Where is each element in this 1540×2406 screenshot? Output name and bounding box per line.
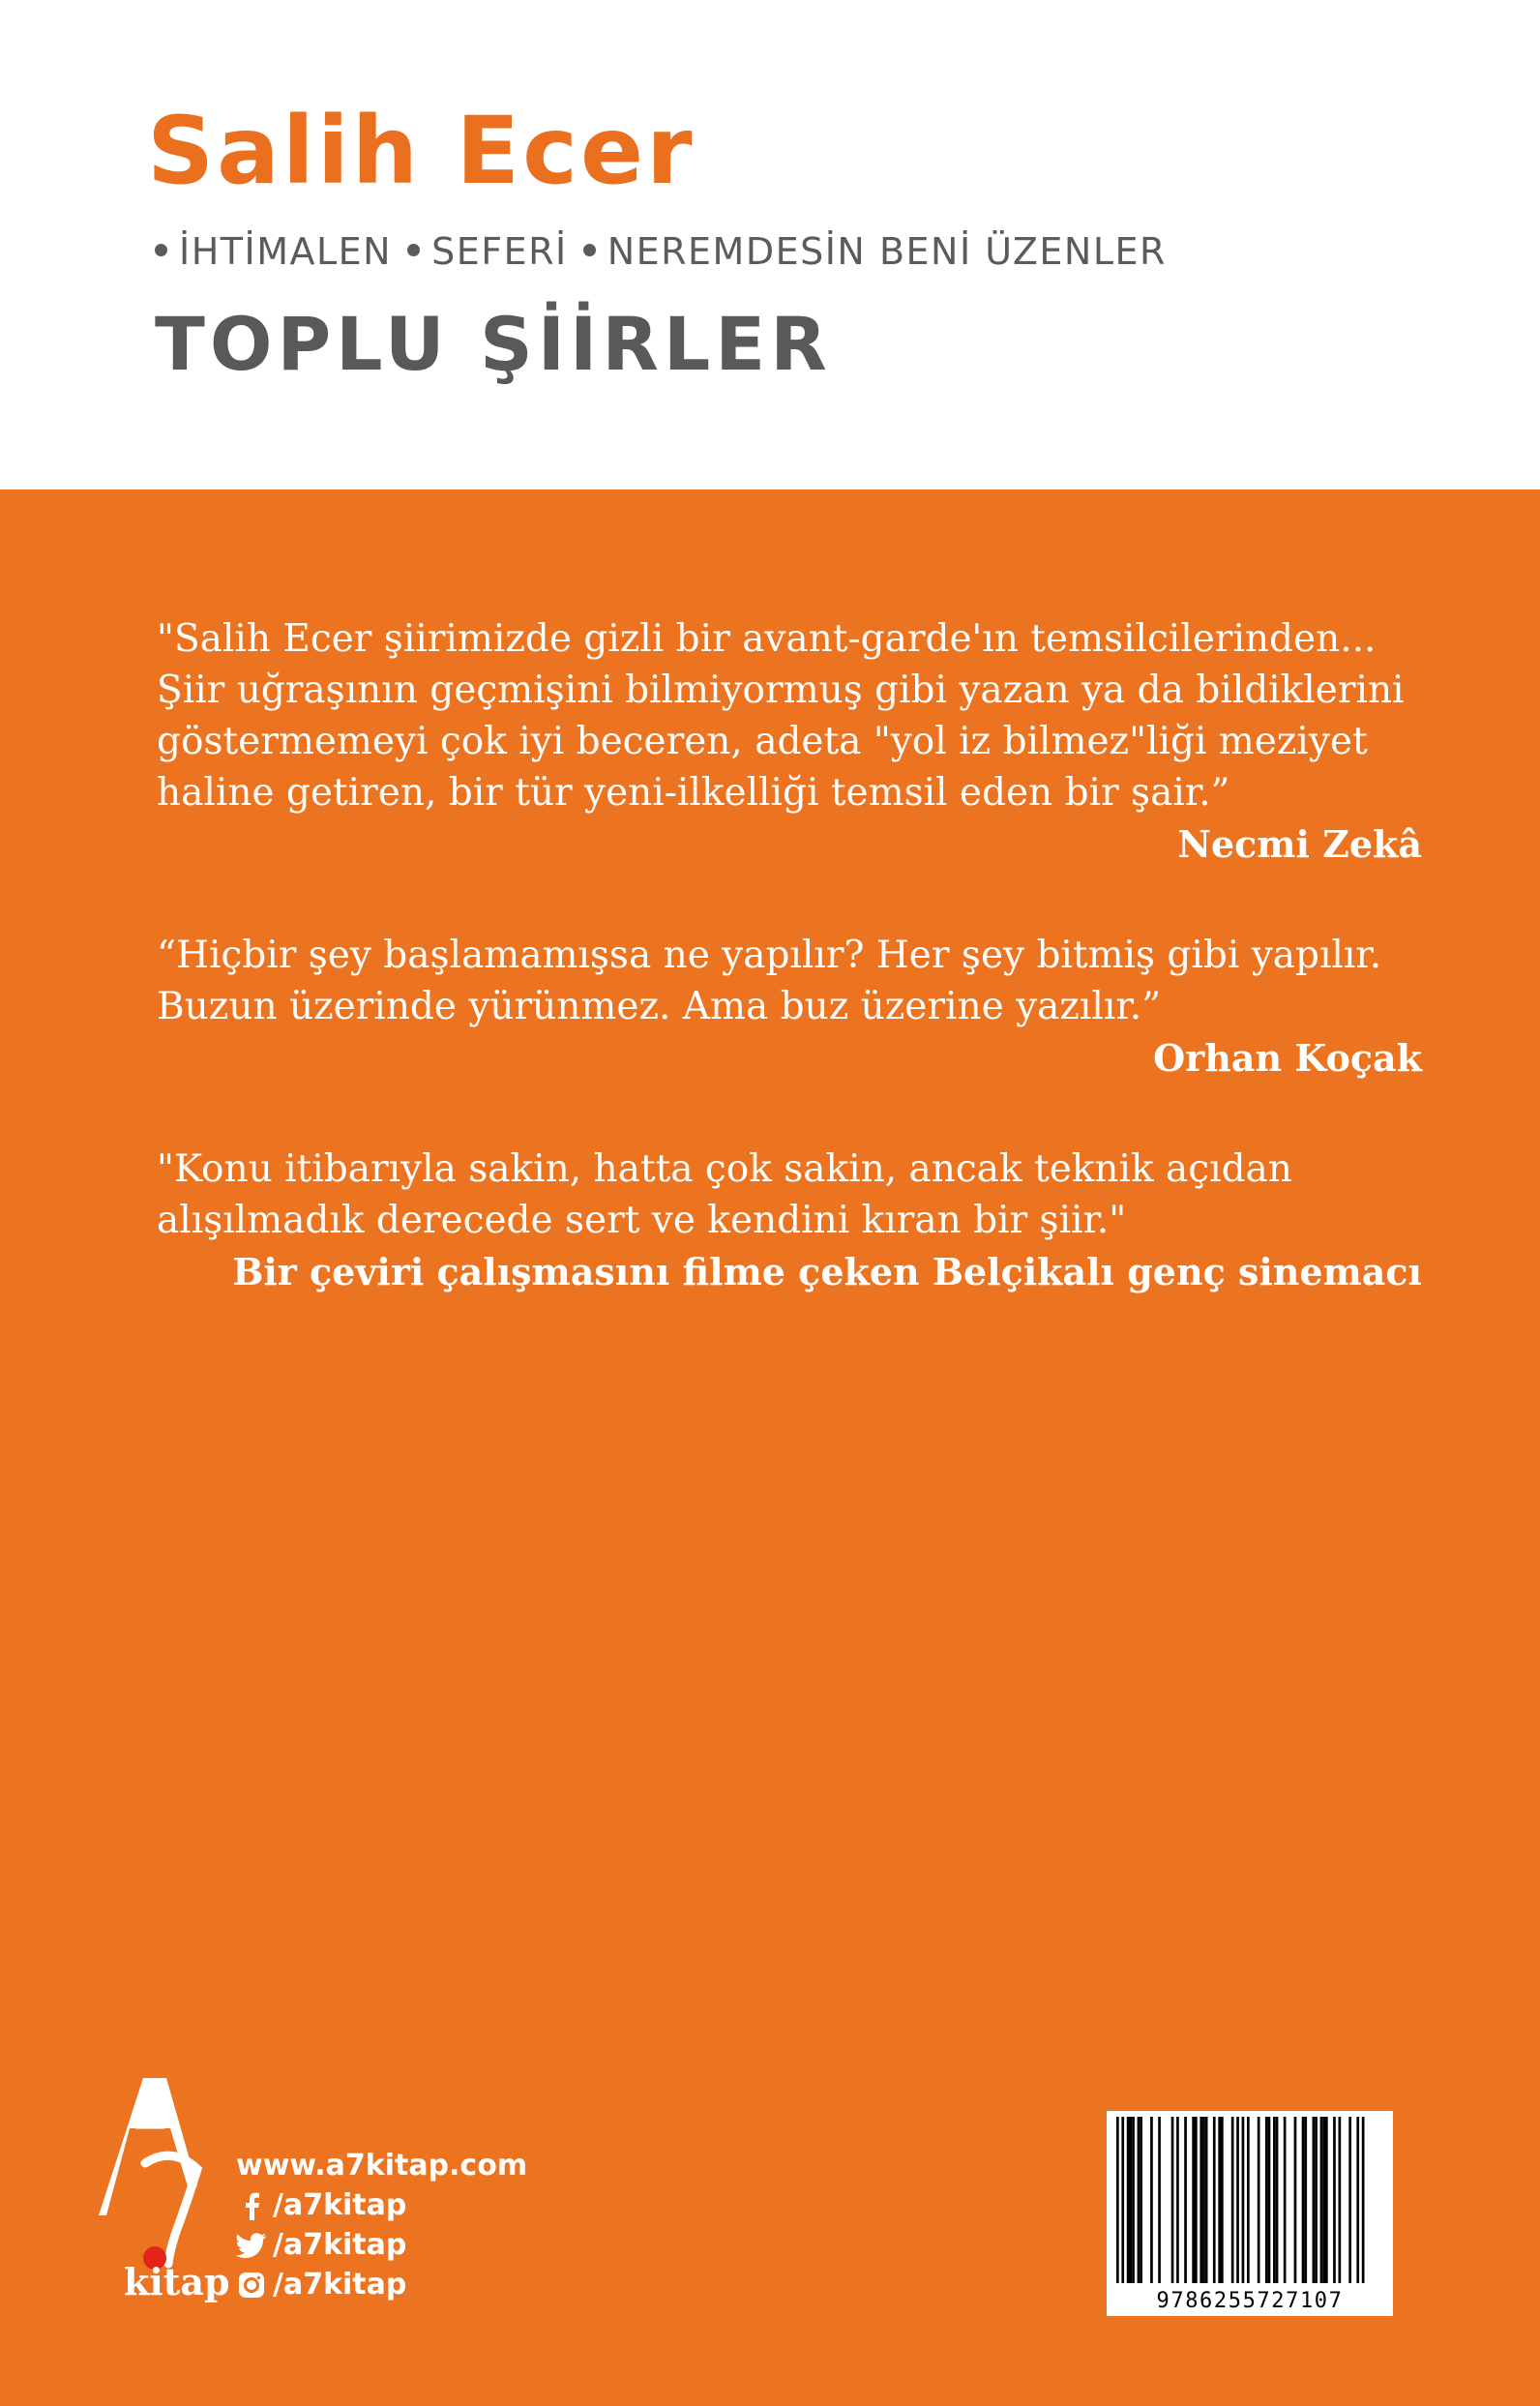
barcode-bar bbox=[1322, 2117, 1325, 2283]
bullet-icon bbox=[583, 244, 596, 256]
series-list bbox=[155, 230, 1182, 273]
facebook-row[interactable] bbox=[236, 2185, 527, 2225]
quote-line: "Konu itibarıyla sakin, hatta çok sakin, ancak teknik açıdan bbox=[157, 1147, 1292, 1191]
publisher-logo bbox=[77, 2070, 242, 2302]
twitter-icon bbox=[236, 2231, 267, 2260]
barcode-bar bbox=[1325, 2117, 1328, 2283]
instagram-handle[interactable]: /a7kitap bbox=[273, 2268, 407, 2302]
quote-attribution: Orhan Koçak bbox=[1153, 1036, 1422, 1080]
twitter-handle[interactable]: /a7kitap bbox=[273, 2228, 407, 2262]
publisher-contact bbox=[236, 2146, 527, 2304]
isbn-barcode bbox=[1107, 2111, 1393, 2316]
barcode-bar bbox=[1362, 2117, 1365, 2283]
barcode-bar bbox=[1195, 2117, 1198, 2283]
barcode-bar bbox=[1150, 2117, 1153, 2283]
quote-line: "Salih Ecer şiirimizde gizli bir avant-garde'ın temsilcilerinden... bbox=[157, 617, 1377, 661]
barcode-bar bbox=[1199, 2117, 1202, 2283]
quote-text bbox=[157, 1144, 1422, 1246]
barcode-bar bbox=[1258, 2117, 1260, 2283]
cover-header bbox=[0, 0, 1540, 490]
book-title: TOPLU ŞİİRLER bbox=[155, 301, 832, 387]
barcode-bar bbox=[1313, 2117, 1316, 2283]
website-row[interactable] bbox=[236, 2146, 527, 2185]
instagram-icon bbox=[236, 2271, 267, 2300]
bullet-icon bbox=[407, 244, 420, 256]
barcode-bar bbox=[1202, 2117, 1205, 2283]
barcode-bar bbox=[1130, 2117, 1133, 2283]
website-link[interactable]: www.a7kitap.com bbox=[236, 2149, 528, 2183]
barcode-bar bbox=[1132, 2117, 1135, 2283]
barcode-bar bbox=[1356, 2117, 1359, 2283]
series-item: İHTİMALEN bbox=[179, 230, 393, 273]
facebook-icon bbox=[236, 2191, 267, 2220]
barcode-bar bbox=[1348, 2117, 1351, 2283]
barcode-bar bbox=[1236, 2117, 1239, 2283]
quote-block bbox=[157, 613, 1422, 870]
barcode-bar bbox=[1116, 2117, 1119, 2283]
barcode-bar bbox=[1213, 2117, 1216, 2283]
barcode-bar bbox=[1276, 2117, 1279, 2283]
series-item: NEREMDESİN BENİ ÜZENLER bbox=[607, 230, 1167, 273]
logo-text: kitap bbox=[124, 2260, 230, 2302]
facebook-handle[interactable]: /a7kitap bbox=[273, 2188, 407, 2222]
quote-text bbox=[157, 613, 1422, 818]
twitter-row[interactable] bbox=[236, 2225, 527, 2265]
quote-attribution: Bir çeviri çalışmasını filme çeken Belçikalı genç sinemacı bbox=[232, 1250, 1422, 1293]
barcode-bar bbox=[1158, 2117, 1161, 2283]
barcode-bar bbox=[1294, 2117, 1297, 2283]
barcode-bar bbox=[1121, 2117, 1124, 2283]
quotes-section bbox=[157, 613, 1422, 1357]
barcode-bar bbox=[1127, 2117, 1130, 2283]
quote-attribution: Necmi Zekâ bbox=[1177, 822, 1422, 866]
quote-line: Buzun üzerinde yürünmez. Ama buz üzerine yazılır.” bbox=[157, 985, 1162, 1028]
quote-line: alışılmadık derecede sert ve kendini kıran bir şiir." bbox=[157, 1199, 1127, 1242]
series-item: SEFERİ bbox=[431, 230, 568, 273]
barcode-bar bbox=[1192, 2117, 1195, 2283]
barcode-icon bbox=[1107, 2111, 1393, 2285]
bullet-icon bbox=[155, 244, 167, 256]
barcode-bar bbox=[1302, 2117, 1305, 2283]
quote-line: “Hiçbir şey başlamamışsa ne yapılır? Her şey bitmiş gibi yapılır. bbox=[157, 934, 1382, 977]
quote-line: haline getiren, bir tür yeni-ilkelliği temsil eden bir şair.” bbox=[157, 771, 1230, 815]
barcode-bar bbox=[1273, 2117, 1276, 2283]
barcode-bar bbox=[1138, 2117, 1140, 2283]
barcode-bar bbox=[1231, 2117, 1234, 2283]
quote-line: göstermemeyi çok iyi beceren, adeta "yol iz bilmez"liği meziyet bbox=[157, 720, 1368, 763]
author-name: Salih Ecer bbox=[147, 97, 696, 205]
quote-text bbox=[157, 930, 1422, 1032]
barcode-bar bbox=[1171, 2117, 1174, 2283]
barcode-bar bbox=[1218, 2117, 1221, 2283]
barcode-bar bbox=[1268, 2117, 1271, 2283]
barcode-bar bbox=[1265, 2117, 1268, 2283]
barcode-bar bbox=[1320, 2117, 1323, 2283]
barcode-bar bbox=[1333, 2117, 1336, 2283]
quote-block bbox=[157, 1144, 1422, 1297]
barcode-bar bbox=[1304, 2117, 1307, 2283]
barcode-bar bbox=[1339, 2117, 1342, 2283]
instagram-row[interactable] bbox=[236, 2265, 527, 2304]
barcode-bar bbox=[1315, 2117, 1318, 2283]
barcode-bar bbox=[1140, 2117, 1142, 2283]
quote-block bbox=[157, 930, 1422, 1084]
barcode-bar bbox=[1176, 2117, 1179, 2283]
barcode-bar bbox=[1205, 2117, 1208, 2283]
barcode-bar bbox=[1247, 2117, 1250, 2283]
quote-line: Şiir uğraşının geçmişini bilmiyormuş gibi yazan ya da bildiklerini bbox=[157, 668, 1405, 712]
barcode-bar bbox=[1221, 2117, 1224, 2283]
isbn-number: 9786255727107 bbox=[1156, 2289, 1344, 2313]
a7-logo-icon bbox=[77, 2070, 242, 2302]
barcode-bar bbox=[1284, 2117, 1287, 2283]
barcode-bar bbox=[1184, 2117, 1187, 2283]
barcode-bar bbox=[1242, 2117, 1245, 2283]
